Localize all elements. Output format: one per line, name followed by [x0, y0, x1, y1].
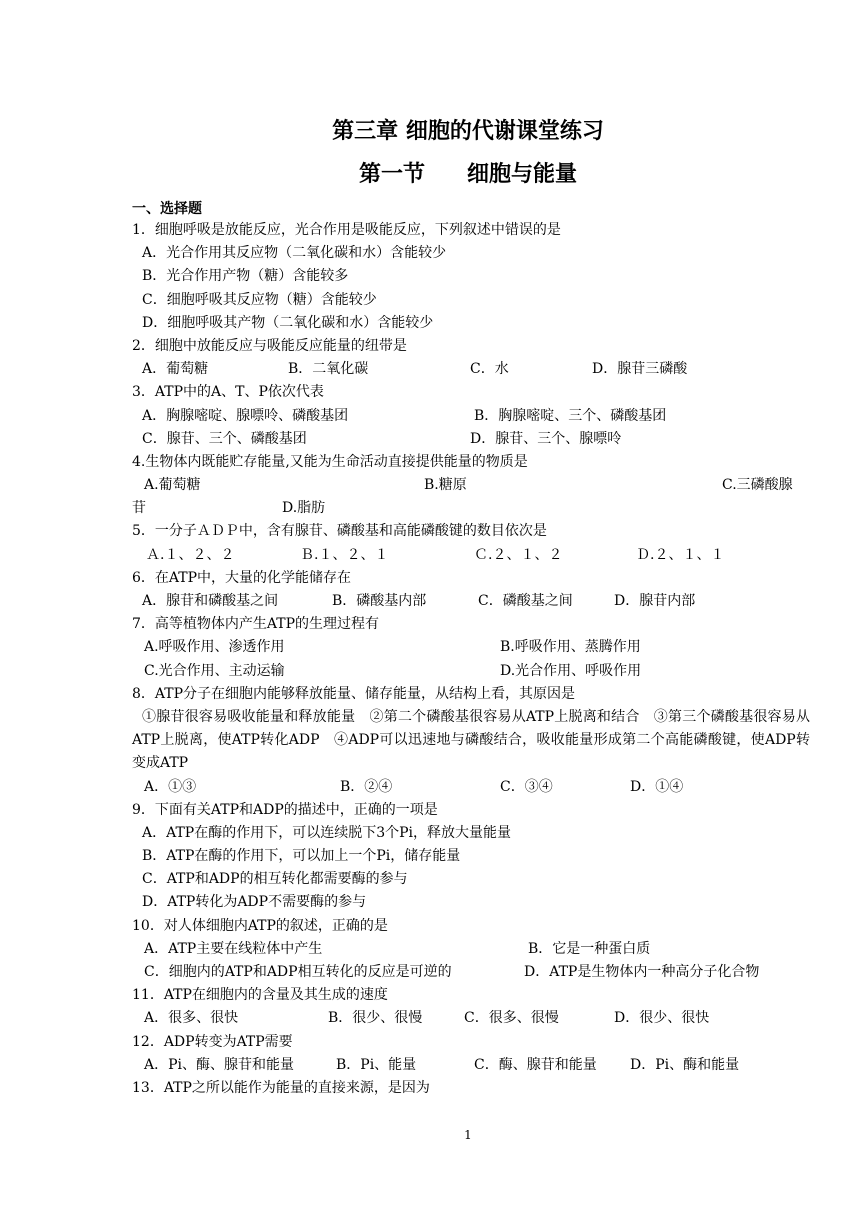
q8-options	[132, 776, 810, 799]
q10-option-c: C．细胞内的ATP和ADP相互转化的反应是可逆的	[144, 964, 452, 981]
q2-stem: 2．细胞中放能反应与吸能反应能量的纽带是	[132, 337, 407, 354]
q11-stem: 11．ATP在细胞内的含量及其生成的速度	[132, 987, 388, 1004]
q7-option-a: A.呼吸作用、渗透作用	[144, 639, 285, 656]
q6-options	[132, 590, 810, 613]
q10-option-a: A．ATP主要在线粒体中产生	[144, 940, 323, 957]
q10-option-b: B．它是一种蛋白质	[528, 940, 651, 957]
q8-option-b: B．②④	[340, 778, 393, 795]
q2-option-d: D．腺苷三磷酸	[592, 361, 688, 378]
q4-options-row2	[132, 497, 810, 520]
q5-options	[132, 544, 810, 567]
q7-option-b: B.呼吸作用、蒸腾作用	[500, 639, 641, 656]
q6-stem: 6．在ATP中，大量的化学能储存在	[132, 569, 352, 586]
q11-option-d: D．很少、很快	[614, 1010, 710, 1027]
q13-stem: 13．ATP之所以能作为能量的直接来源，是因为	[132, 1079, 430, 1096]
q4-options-row1	[132, 474, 810, 497]
q4-option-b: B.糖原	[424, 477, 467, 494]
q12-option-a: A．Pi、酶、腺苷和能量	[144, 1056, 295, 1073]
q9-option-a: A．ATP在酶的作用下，可以连续脱下3个Pi，释放大量能量	[142, 824, 512, 841]
q2-option-c: C．水	[470, 361, 509, 378]
q7-options-row2	[132, 660, 810, 683]
q10-options-row2	[132, 961, 810, 984]
q10-stem: 10．对人体细胞内ATP的叙述，正确的是	[132, 917, 388, 934]
q5-option-d: Ｄ.２、１、１	[636, 546, 725, 563]
q1-stem: 1．细胞呼吸是放能反应，光合作用是吸能反应，下列叙述中错误的是	[132, 222, 561, 238]
section-title	[0, 157, 860, 188]
q3-options-row1	[132, 405, 810, 428]
q4-option-c: C.三磷酸腺	[722, 477, 793, 494]
q11-option-a: A．很多、很快	[144, 1010, 239, 1027]
q6-option-a: A．腺苷和磷酸基之间	[142, 593, 279, 609]
q4-stem: 4.生物体内既能贮存能量,又能为生命活动直接提供能量的物质是	[132, 453, 528, 470]
page-number: 1	[464, 1128, 472, 1142]
q5-option-b: Ｂ.１、２、１	[300, 546, 389, 563]
q7-option-c: C.光合作用、主动运输	[144, 662, 285, 679]
q4-option-d: D.脂肪	[282, 500, 326, 517]
q5-option-a: Ａ.１、２、２	[146, 546, 235, 563]
q9-option-c: C．ATP和ADP的相互转化都需要酶的参与	[142, 871, 408, 888]
q8-option-c: C．③④	[500, 778, 553, 795]
q9-option-d: D．ATP转化为ADP不需要酶的参与	[142, 894, 367, 911]
q10-option-d: D．ATP是生物体内一种高分子化合物	[524, 964, 760, 981]
q8-stem: 8．ATP分子在细胞内能够释放能量、储存能量，从结构上看，其原因是	[132, 685, 576, 702]
q3-option-a: A．胸腺嘧啶、腺嘌呤、磷酸基团	[142, 407, 349, 424]
q7-stem: 7．高等植物体内产生ATP的生理过程有	[132, 616, 380, 633]
q5-stem: 5．一分子ＡＤＰ中，含有腺苷、磷酸基和高能磷酸键的数目依次是	[132, 523, 547, 540]
q3-option-b: B．胸腺嘧啶、三个、磷酸基团	[474, 407, 667, 424]
q3-option-d: D．腺苷、三个、腺嘌呤	[470, 430, 622, 447]
q8-statements: ①腺苷很容易吸收能量和释放能量 ②第二个磷酸基很容易从ATP上脱离和结合 ③第三个磷酸基很容易从ATP上脱离，使ATP转化ADP ④ADP可以迅速地与磷酸结合，吸收能量形成第二个高能磷酸键，使ADP转变成ATP	[132, 708, 810, 772]
q12-options	[132, 1054, 810, 1077]
q12-option-d: D．Pi、酶和能量	[630, 1056, 740, 1073]
q1-option-b: B．光合作用产物（糖）含能较多	[142, 268, 349, 285]
q6-option-b: B．磷酸基内部	[332, 593, 427, 609]
section-number: 第一节	[358, 161, 425, 187]
q2-options	[132, 358, 810, 381]
q3-options-row2	[132, 428, 810, 451]
q8-option-d: D．①④	[630, 778, 684, 795]
q3-stem: 3．ATP中的A、T、P依次代表	[132, 384, 324, 401]
q9-option-b: B．ATP在酶的作用下，可以加上一个Pi，储存能量	[142, 848, 461, 865]
q12-option-b: B．Pi、能量	[336, 1056, 417, 1073]
q11-options	[132, 1007, 810, 1030]
q1-option-d: D．细胞呼吸其产物（二氧化碳和水）含能较少	[142, 314, 434, 331]
q9-stem: 9．下面有关ATP和ADP的描述中，正确的一项是	[132, 801, 438, 818]
q2-option-a: A．葡萄糖	[142, 361, 209, 378]
question-list	[132, 219, 810, 1100]
q2-option-b: B．二氧化碳	[288, 361, 369, 378]
q5-option-c: Ｃ.２、１、２	[474, 546, 563, 563]
q12-stem: 12．ADP转变为ATP需要	[132, 1033, 293, 1050]
chapter-title: 第三章 细胞的代谢课堂练习	[332, 118, 604, 144]
q11-option-b: B．很少、很慢	[328, 1010, 423, 1027]
q1-option-c: C．细胞呼吸其反应物（糖）含能较少	[142, 291, 377, 308]
q11-option-c: C．很多、很慢	[464, 1010, 559, 1027]
q7-options-row1	[132, 636, 810, 659]
q3-option-c: C．腺苷、三个、磷酸基团	[142, 430, 307, 447]
section-name: 细胞与能量	[467, 161, 578, 187]
question-type-heading: 一、选择题	[132, 201, 202, 217]
q12-option-c: C．酶、腺苷和能量	[474, 1056, 597, 1073]
q7-option-d: D.光合作用、呼吸作用	[500, 662, 642, 679]
q4-option-c-wrap: 苷	[132, 500, 146, 517]
q1-option-a: A．光合作用其反应物（二氧化碳和水）含能较少	[142, 245, 447, 262]
q6-option-d: D．腺苷内部	[614, 593, 696, 609]
q6-option-c: C．磷酸基之间	[478, 593, 573, 609]
q4-option-a: A.葡萄糖	[144, 477, 201, 494]
q8-option-a: A．①③	[144, 778, 197, 795]
q10-options-row1	[132, 938, 810, 961]
